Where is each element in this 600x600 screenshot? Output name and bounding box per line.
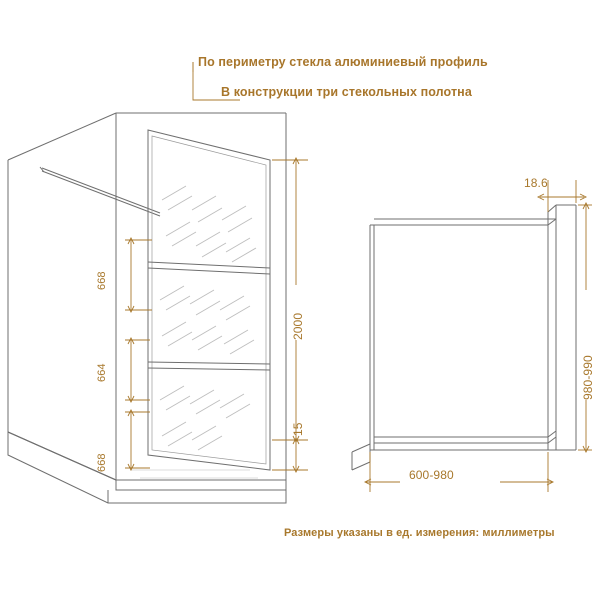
dim-panel-height-bottom: 668	[96, 453, 108, 472]
floor-reflection	[130, 470, 258, 478]
title-line-1: По периметру стекла алюминиевый профиль	[198, 55, 488, 69]
dim-side-height: 980-990	[581, 355, 595, 400]
dim-total-height: 2000	[291, 312, 305, 340]
glass-panel-front	[148, 130, 270, 470]
support-bar	[40, 167, 160, 216]
dim-panel-height-top: 668	[96, 271, 108, 290]
glass-hatching	[160, 186, 256, 450]
footer-note: Размеры указаны в ед. измерения: миллиметры	[284, 527, 555, 539]
front-dimensions	[125, 158, 308, 472]
side-dimensions	[365, 180, 592, 492]
enclosure-3d-outline	[8, 113, 286, 503]
dim-base-gap: 15	[291, 422, 305, 436]
dim-profile-width: 18.6	[524, 176, 548, 190]
dim-side-depth: 600-980	[409, 468, 454, 482]
dim-panel-height-middle: 664	[96, 363, 108, 382]
side-view-outline	[352, 205, 576, 470]
title-line-2: В конструкции три стекольных полотна	[221, 85, 472, 99]
